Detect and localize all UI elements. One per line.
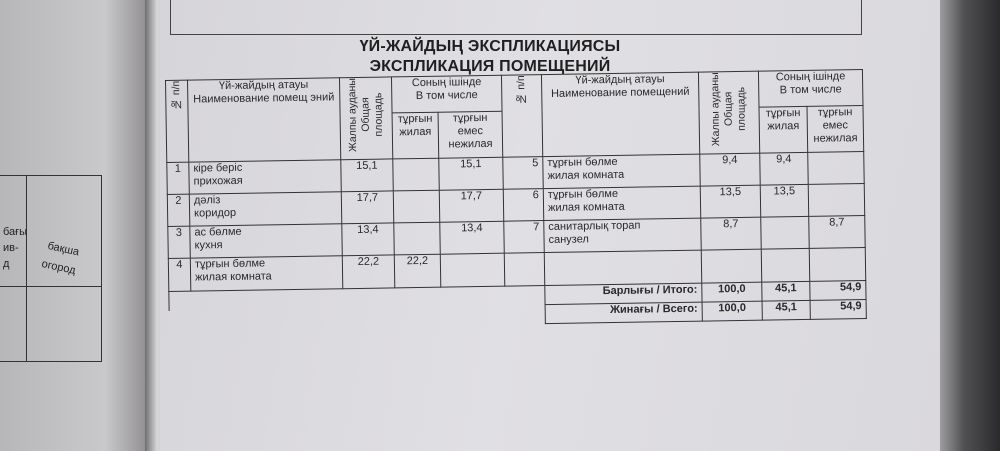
header-area-right: Жалпы ауданы Общая площадь [698, 71, 759, 154]
itogo-nonliving: 54,9 [810, 281, 866, 301]
top-frame-box [170, 0, 862, 35]
title-kz: ҮЙ-ЖАЙДЫҢ ЭКСПЛИКАЦИЯСЫ [359, 38, 621, 55]
header-living-right: тұрғын жилая [759, 106, 808, 153]
row-number: 5 [503, 157, 543, 190]
header-nonliving-right: тұрғын емес нежилая [807, 106, 864, 153]
header-no-left: № п/п [166, 80, 189, 162]
vsego-total: 100,0 [702, 301, 762, 321]
header-area-left: Жалпы ауданы Общая площадь [339, 77, 392, 160]
room-name: тұрғын бөлме жилая комната [543, 186, 700, 220]
explication-table [165, 69, 867, 330]
row-number: 4 [168, 258, 191, 291]
header-no-right: № п/п [501, 75, 542, 158]
room-name: ас бөлме кухня [190, 224, 342, 258]
room-living-area [761, 216, 809, 249]
row-number: 7 [504, 221, 544, 254]
itogo-total: 100,0 [702, 282, 762, 302]
row-number: 1 [167, 162, 189, 194]
room-living-area: 9,4 [760, 152, 808, 185]
room-name: санитарлық торап санузел [544, 218, 701, 252]
left-page-word: д [3, 258, 10, 270]
room-nonliving-area: 13,4 [440, 221, 504, 254]
left-page-word: ив- [3, 242, 19, 254]
room-nonliving-area [808, 152, 864, 185]
empty-cell [761, 248, 810, 282]
room-total-area: 8,7 [701, 217, 761, 250]
empty-cell [504, 253, 545, 287]
left-page-column-line [26, 176, 27, 361]
room-total-area: 22,2 [342, 255, 395, 289]
header-name-right: Үй-жайдың атауы Наименование помещений [541, 72, 699, 156]
header-subgroup-left: Соның ішінде В том числе [391, 75, 502, 113]
vsego-label: Жинағы / Всего: [545, 302, 702, 323]
itogo-living: 45,1 [762, 281, 810, 301]
vsego-nonliving: 54,9 [810, 300, 866, 320]
room-name: тұрғын бөлме жилая комната [543, 154, 700, 188]
header-nonliving-left: тұрғын емес нежилая [438, 111, 503, 158]
title-ru: ЭКСПЛИКАЦИЯ ПОМЕЩЕНИЙ [369, 58, 611, 75]
room-living-area [393, 190, 439, 223]
header-name-left: Үй-жайдың атауы Наименование помещ эний [188, 78, 341, 162]
left-page-word: бақша [46, 240, 81, 259]
room-nonliving-area: 8,7 [809, 216, 865, 249]
row-number: 2 [167, 194, 189, 226]
empty-cell [809, 248, 866, 282]
room-total-area: 9,4 [700, 153, 760, 186]
header-living-left: тұрғын жилая [392, 112, 439, 159]
left-page-word: бағы [3, 226, 28, 238]
room-living-area [394, 222, 440, 255]
left-page-divider [0, 286, 101, 287]
room-total-area: 17,7 [341, 191, 393, 224]
room-nonliving-area: 15,1 [439, 157, 503, 190]
room-living-area: 13,5 [760, 184, 808, 217]
row-number: 3 [168, 226, 190, 258]
left-page-word: огород [40, 258, 77, 277]
row-number: 6 [503, 189, 543, 222]
empty-cell [701, 249, 762, 283]
room-nonliving-area [440, 253, 505, 287]
room-living-area: 22,2 [394, 254, 441, 288]
room-total-area: 13,5 [700, 185, 760, 218]
empty-cell [544, 250, 701, 285]
room-name: тұрғын бөлме жилая комната [190, 256, 342, 291]
room-total-area: 13,4 [342, 223, 394, 256]
left-page-table [0, 175, 102, 362]
room-nonliving-area [808, 184, 864, 217]
room-living-area [393, 158, 439, 191]
room-total-area: 15,1 [341, 159, 393, 192]
itogo-label: Барлығы / Итого: [545, 283, 702, 304]
room-name: дәліз коридор [189, 192, 341, 226]
header-subgroup-right: Соның ішінде В том числе [758, 70, 863, 108]
vsego-living: 45,1 [762, 300, 810, 320]
room-name: кіре беріс прихожая [189, 160, 341, 194]
room-nonliving-area: 17,7 [439, 189, 503, 222]
